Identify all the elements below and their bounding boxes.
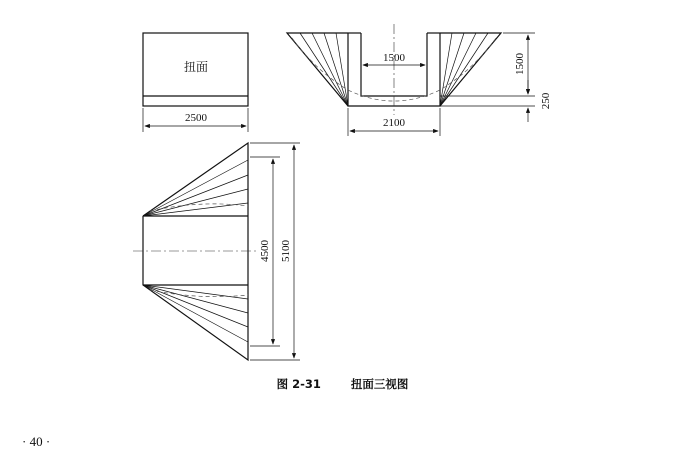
- dim-plan-outer: 5100: [280, 240, 292, 262]
- dim-front-width: 2500: [185, 112, 207, 124]
- caption-number: 图 2-31: [276, 377, 321, 391]
- figure-caption: [0, 376, 685, 392]
- dim-height-lower: 250: [540, 92, 552, 110]
- plan-view: [133, 143, 300, 360]
- dim-bottom-width: 2100: [383, 117, 405, 129]
- side-view: [287, 24, 552, 136]
- dim-height-upper: 1500: [514, 53, 526, 75]
- front-view: [143, 33, 248, 132]
- page-number: · 40 ·: [22, 434, 51, 449]
- dim-plan-inner: 4500: [259, 240, 271, 262]
- dim-inner-top: 1500: [383, 52, 405, 64]
- caption-title: 扭面三视图: [350, 377, 409, 391]
- front-view-label: 扭面: [183, 60, 209, 74]
